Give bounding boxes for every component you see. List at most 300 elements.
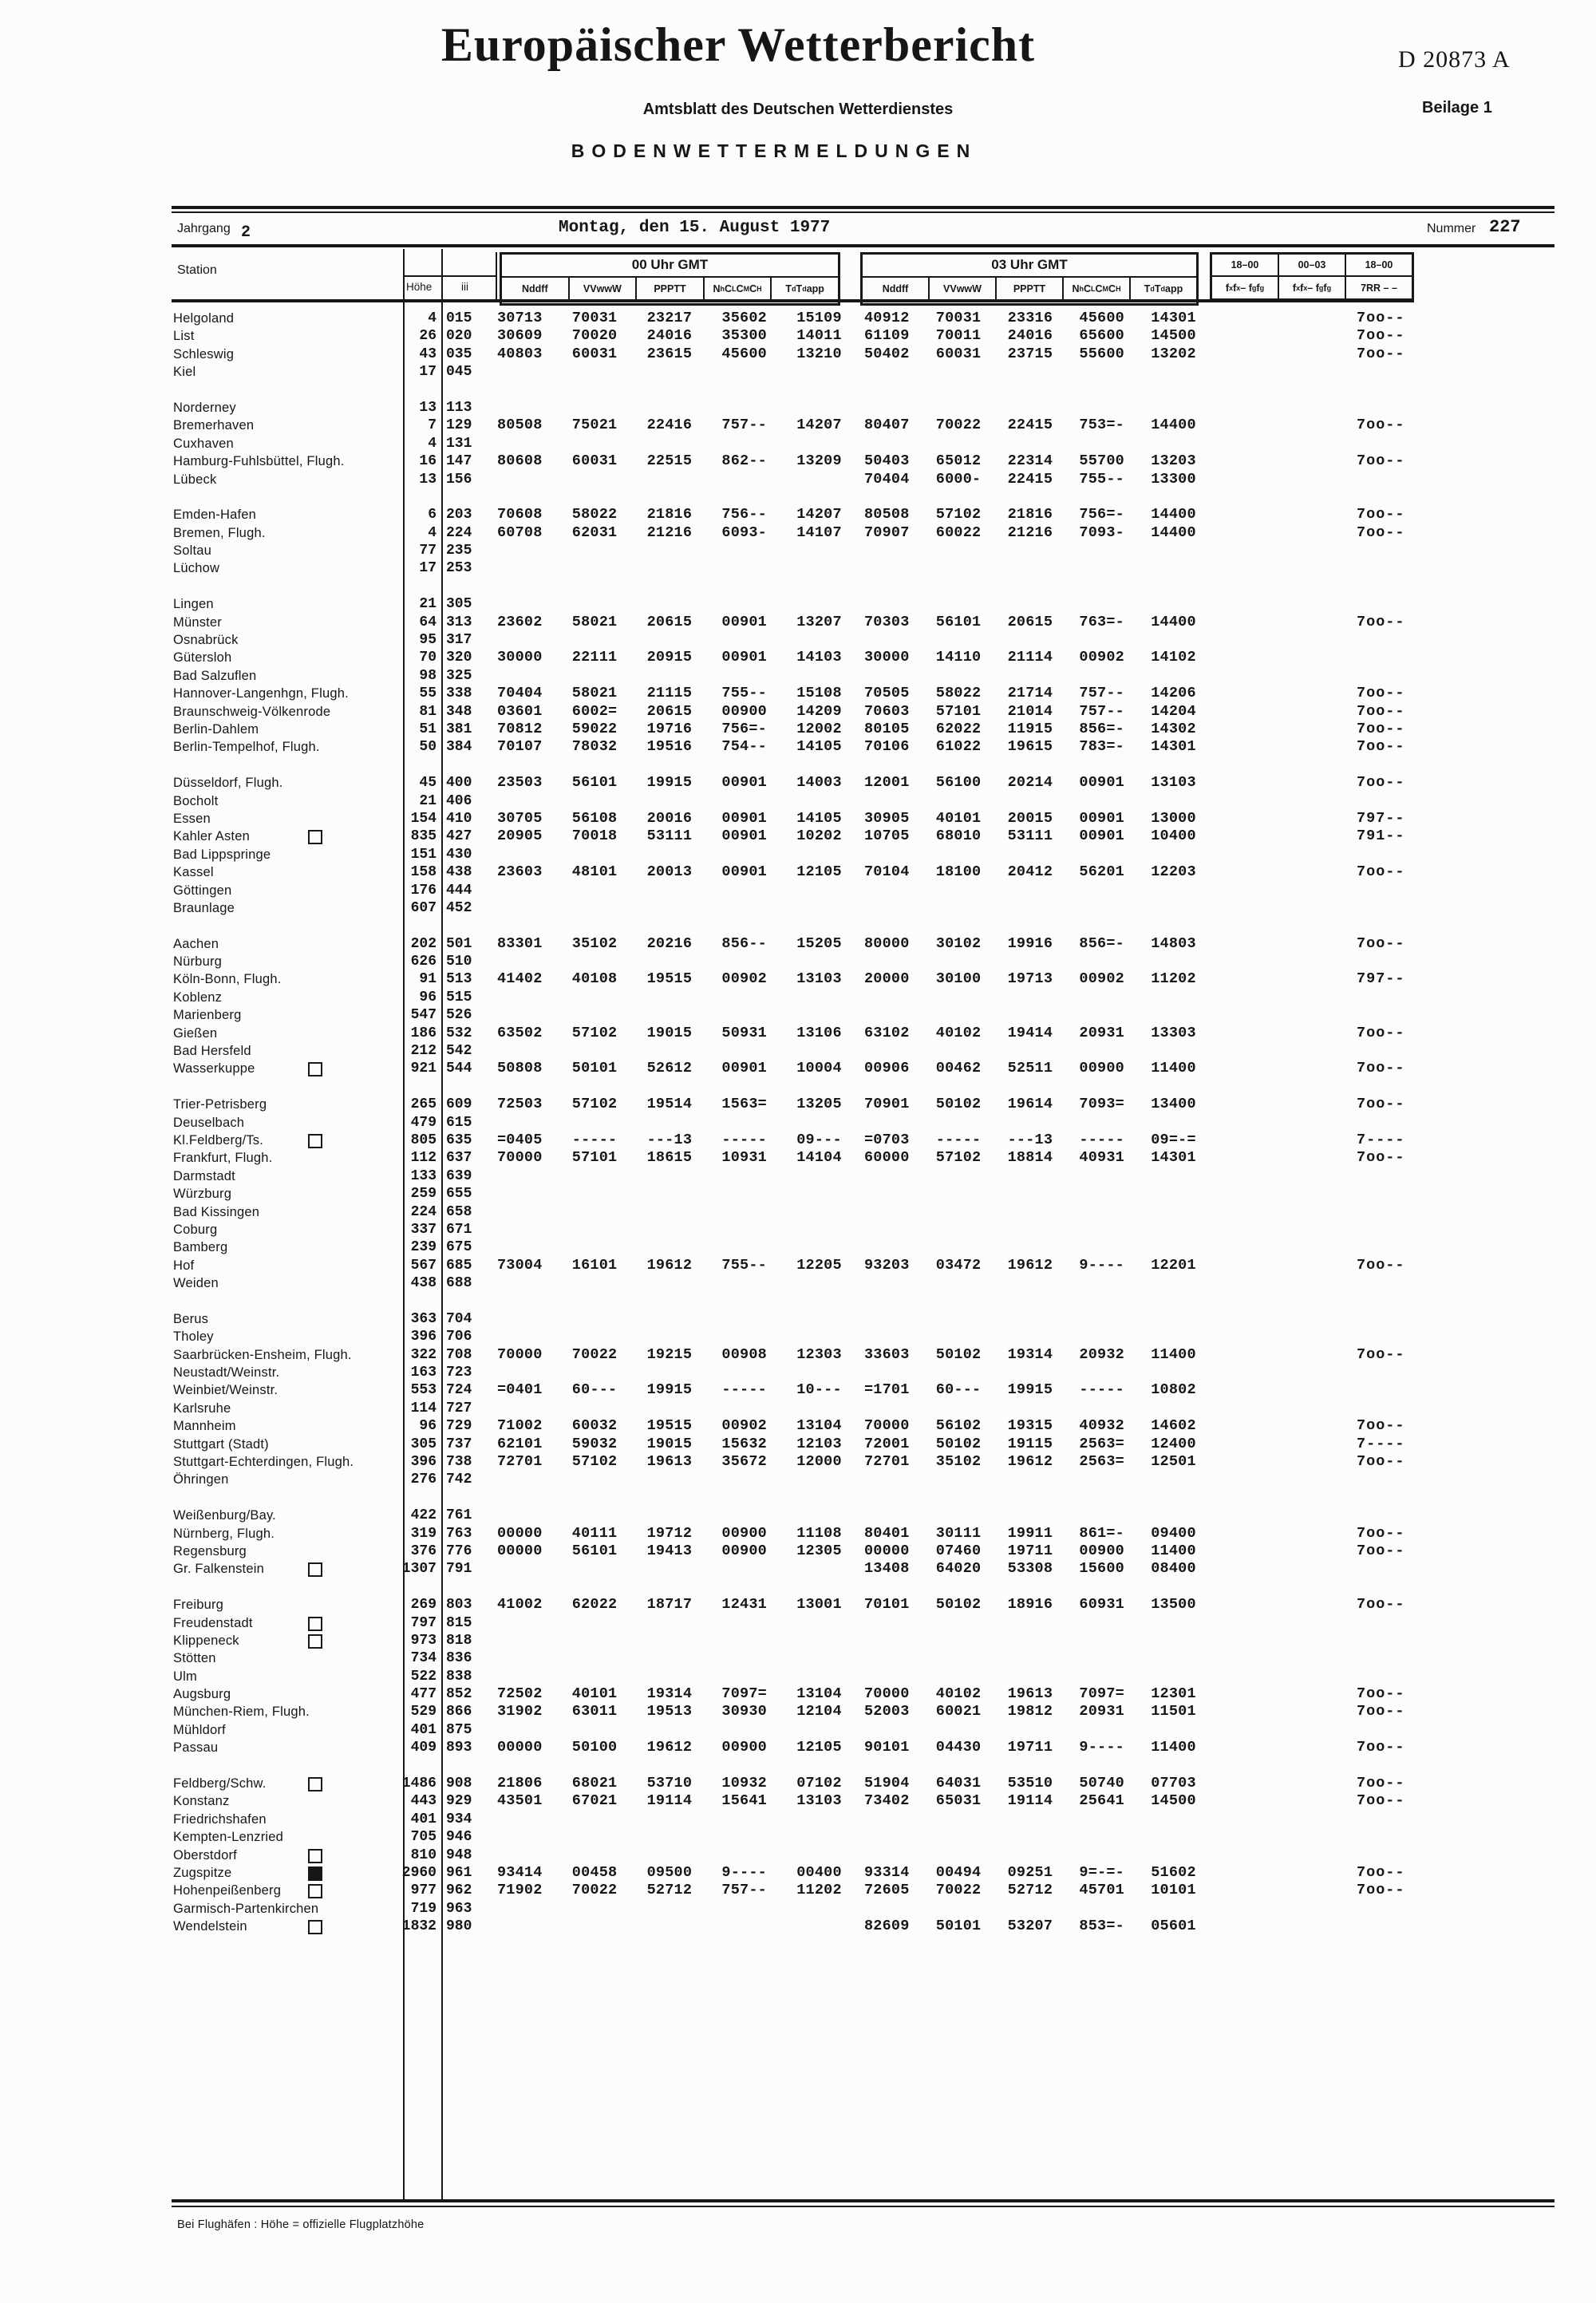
- iii-value: 761: [446, 1507, 472, 1524]
- obs-03gmt-value: 50402 60031 23715 55600 13202: [864, 345, 1196, 362]
- obs-03gmt-value: 00000 07460 19711 00900 11400: [864, 1542, 1196, 1559]
- iii-value: 045: [446, 364, 472, 381]
- hoehe-value: 4: [428, 310, 437, 326]
- iii-value: 131: [446, 435, 472, 452]
- table-row: [172, 1900, 1584, 1918]
- table-row: [172, 721, 1584, 738]
- obs-03gmt-value: 80401 30111 19911 861=- 09400: [864, 1524, 1196, 1542]
- table-rule-bottom-thin: [172, 2206, 1555, 2207]
- subcol-header-3: N h C L C M C H: [703, 278, 771, 300]
- station-name: Mühldorf: [173, 1722, 226, 1737]
- iii-value: 776: [446, 1543, 472, 1559]
- table-row: [172, 738, 1584, 756]
- table-row: [172, 989, 1584, 1006]
- obs-03gmt-value: 30905 40101 20015 00901 13000: [864, 809, 1196, 827]
- iii-value: 708: [446, 1346, 472, 1363]
- hoehe-value: 77: [419, 543, 437, 559]
- station-name: Kiel: [173, 365, 196, 380]
- obs-00gmt-value: 30000 22111 20915 00901 14103: [497, 649, 842, 666]
- station-name: Garmisch-Partenkirchen: [173, 1901, 319, 1916]
- hoehe-value: 21: [419, 596, 437, 613]
- station-name: Friedrichshafen: [173, 1811, 267, 1827]
- table-row: [172, 452, 1584, 470]
- obs-00gmt-value: 80608 60031 22515 862-- 13209: [497, 452, 842, 470]
- table-row: [172, 703, 1584, 721]
- iii-value: 934: [446, 1811, 472, 1827]
- hoehe-value: 401: [410, 1721, 437, 1738]
- issue-label: Nummer: [1427, 222, 1476, 235]
- group-header-03gmt: [860, 252, 1199, 306]
- hoehe-value: 921: [410, 1061, 437, 1077]
- obs-03gmt-value: 70000 56102 19315 40932 14602: [864, 1417, 1196, 1435]
- station-name: Wendelstein: [173, 1919, 247, 1934]
- station-name: Karlsruhe: [173, 1400, 231, 1416]
- hoehe-value: 50: [419, 739, 437, 756]
- outline-square-icon: [308, 1062, 322, 1076]
- station-name: Hohenpeißenberg: [173, 1883, 282, 1898]
- rr-value: 7oo--: [1357, 774, 1405, 792]
- hoehe-value: 202: [410, 935, 437, 952]
- rr-value: 7oo--: [1357, 1792, 1405, 1810]
- station-name: Klippeneck: [173, 1633, 239, 1648]
- iii-value: 723: [446, 1365, 472, 1381]
- obs-03gmt-value: 72605 70022 52712 45701 10101: [864, 1882, 1196, 1899]
- outline-square-icon: [308, 1134, 322, 1148]
- hoehe-value: 529: [410, 1704, 437, 1720]
- station-name: Neustadt/Weinstr.: [173, 1365, 280, 1381]
- iii-value: 929: [446, 1793, 472, 1810]
- obs-03gmt-value: 70404 6000- 22415 755-- 13300: [864, 470, 1196, 488]
- table-row: [172, 846, 1584, 863]
- iii-value: 908: [446, 1776, 472, 1792]
- station-name: Berlin-Dahlem: [173, 721, 259, 737]
- subcol-header-2: PPPTT: [635, 278, 703, 300]
- hoehe-value: 547: [410, 1007, 437, 1024]
- hoehe-value: 158: [410, 864, 437, 881]
- station-name: Bamberg: [173, 1240, 228, 1255]
- hoehe-value: 626: [410, 954, 437, 970]
- iii-value: 224: [446, 524, 472, 541]
- station-name: Nürnberg, Flugh.: [173, 1526, 275, 1541]
- station-name: Kahler Asten: [173, 829, 250, 844]
- hoehe-value: 176: [410, 882, 437, 899]
- obs-03gmt-value: 50403 65012 22314 55700 13203: [864, 452, 1196, 470]
- hoehe-value: 1307: [401, 1561, 437, 1578]
- table-row: [172, 1006, 1584, 1024]
- obs-00gmt-value: 50808 50101 52612 00901 10004: [497, 1060, 842, 1077]
- rr-value: 7oo--: [1357, 452, 1405, 470]
- station-name: Frankfurt, Flugh.: [173, 1151, 273, 1166]
- right-col-2: [1345, 255, 1412, 298]
- station-name: Darmstadt: [173, 1168, 235, 1183]
- station-name: München-Riem, Flugh.: [173, 1705, 310, 1720]
- right-col-0-code: f x f x – f g f g: [1225, 282, 1265, 294]
- obs-00gmt-value: 70107 78032 19516 754-- 14105: [497, 738, 842, 756]
- station-name: Kassel: [173, 865, 214, 880]
- rr-value: 7oo--: [1357, 1024, 1405, 1041]
- hoehe-value: 154: [410, 810, 437, 827]
- iii-value: 430: [446, 846, 472, 863]
- rr-value: 7----: [1357, 1131, 1405, 1148]
- iii-value: 348: [446, 703, 472, 720]
- obs-03gmt-value: 60000 57102 18814 40931 14301: [864, 1149, 1196, 1167]
- rr-value: 7oo--: [1357, 685, 1405, 702]
- iii-value: 325: [446, 667, 472, 684]
- iii-value: 893: [446, 1740, 472, 1756]
- table-row: [172, 631, 1584, 649]
- iii-value: 203: [446, 507, 472, 523]
- obs-03gmt-value: 93314 00494 09251 9=-=- 51602: [864, 1863, 1196, 1881]
- table-row: [172, 1525, 1584, 1543]
- hoehe-value: 265: [410, 1096, 437, 1113]
- rr-value: 7oo--: [1357, 523, 1405, 541]
- table-row: [172, 1436, 1584, 1453]
- station-name: Münster: [173, 614, 223, 630]
- iii-value: 946: [446, 1829, 472, 1846]
- hoehe-value: 396: [410, 1454, 437, 1470]
- rr-value: 7oo--: [1357, 613, 1405, 630]
- obs-00gmt-value: 23503 56101 19915 00901 14003: [497, 774, 842, 792]
- iii-value: 147: [446, 453, 472, 470]
- rr-value: 7oo--: [1357, 863, 1405, 881]
- obs-03gmt-value: 73402 65031 19114 25641 14500: [864, 1792, 1196, 1810]
- hoehe-value: 269: [410, 1597, 437, 1614]
- station-name: Köln-Bonn, Flugh.: [173, 972, 282, 987]
- table-row: [172, 1918, 1584, 1935]
- station-name: Lübeck: [173, 472, 217, 487]
- iii-value: 742: [446, 1471, 472, 1488]
- rr-value: 797--: [1357, 809, 1405, 827]
- subcol-header-0: Nddff: [521, 283, 548, 294]
- rr-value: 7oo--: [1357, 310, 1405, 326]
- hoehe-value: 259: [410, 1186, 437, 1203]
- hoehe-value: 977: [410, 1882, 437, 1899]
- iii-value: 637: [446, 1150, 472, 1167]
- station-name: Stuttgart-Echterdingen, Flugh.: [173, 1455, 354, 1469]
- iii-value: 438: [446, 864, 472, 881]
- hoehe-value: 26: [419, 328, 437, 345]
- rr-value: 797--: [1357, 970, 1405, 988]
- iii-value: 317: [446, 632, 472, 649]
- subcol-header-1: VVwwW: [928, 278, 995, 300]
- obs-03gmt-value: 70000 40102 19613 7097= 12301: [864, 1685, 1196, 1703]
- iii-value: 963: [446, 1900, 472, 1917]
- hoehe-value: 396: [410, 1329, 437, 1345]
- table-row: [172, 1668, 1584, 1685]
- hoehe-value: 376: [410, 1543, 437, 1559]
- obs-03gmt-value: 80105 62022 11915 856=- 14302: [864, 720, 1196, 737]
- table-row: [172, 1471, 1584, 1488]
- table-row: [172, 1882, 1584, 1899]
- table-row: [172, 1364, 1584, 1381]
- table-row: [172, 1792, 1584, 1810]
- hoehe-value: 305: [410, 1436, 437, 1452]
- station-name: Marienberg: [173, 1008, 242, 1023]
- hoehe-value: 98: [419, 667, 437, 684]
- outline-square-icon: [308, 1617, 322, 1631]
- obs-03gmt-value: 82609 50101 53207 853=- 05601: [864, 1918, 1196, 1935]
- group-spacer: [172, 381, 1584, 399]
- header-rule-bottom: [172, 299, 1414, 302]
- iii-value: 738: [446, 1454, 472, 1470]
- page-title: Europäischer Wetterbericht: [440, 18, 1036, 71]
- obs-00gmt-value: 70404 58021 21115 755-- 15108: [497, 685, 842, 702]
- station-name: Oberstdorf: [173, 1847, 237, 1863]
- rr-value: 7oo--: [1357, 327, 1405, 345]
- obs-03gmt-value: 80508 57102 21816 756=- 14400: [864, 506, 1196, 523]
- station-name: List: [173, 329, 195, 344]
- station-name: Bremerhaven: [173, 418, 255, 433]
- table-row: [172, 471, 1584, 488]
- hoehe-value: 81: [419, 703, 437, 720]
- table-row: [172, 417, 1584, 434]
- obs-00gmt-value: =0405 ----- ---13 ----- 09---: [497, 1131, 842, 1148]
- station-name: Freudenstadt: [173, 1615, 253, 1630]
- iii-value: 410: [446, 810, 472, 827]
- band-rule-top: [172, 206, 1555, 209]
- station-name: Kempten-Lenzried: [173, 1830, 284, 1845]
- obs-03gmt-value: 70104 18100 20412 56201 12203: [864, 863, 1196, 881]
- station-name: Bad Hersfeld: [173, 1044, 251, 1059]
- hoehe-column-header: Höhe: [406, 281, 433, 293]
- iii-value: 313: [446, 614, 472, 630]
- station-name: Braunschweig-Völkenrode: [173, 704, 331, 719]
- rr-value: 7oo--: [1357, 702, 1405, 720]
- obs-03gmt-value: 00906 00462 52511 00900 11400: [864, 1060, 1196, 1077]
- table-row: [172, 542, 1584, 559]
- station-name: Bad Lippspringe: [173, 847, 271, 862]
- hoehe-value: 479: [410, 1114, 437, 1131]
- iii-value: 803: [446, 1597, 472, 1614]
- table-row: [172, 1649, 1584, 1667]
- right-col-2-period: 18–00: [1346, 255, 1412, 277]
- iii-value: 384: [446, 739, 472, 756]
- obs-00gmt-value: 72701 57102 19613 35672 12000: [497, 1453, 842, 1470]
- rr-value: 7oo--: [1357, 738, 1405, 756]
- station-name: Trier-Petrisberg: [173, 1097, 267, 1112]
- rr-value: 7oo--: [1357, 1882, 1405, 1899]
- station-name: Essen: [173, 811, 211, 826]
- table-row: [172, 506, 1584, 523]
- iii-value: 532: [446, 1025, 472, 1041]
- hoehe-value: 2960: [401, 1864, 437, 1881]
- obs-00gmt-value: 31902 63011 19513 30930 12104: [497, 1703, 842, 1720]
- iii-value: 980: [446, 1918, 472, 1935]
- hoehe-value: 1832: [401, 1918, 437, 1935]
- station-name: Gütersloh: [173, 650, 232, 666]
- table-row: [172, 1864, 1584, 1882]
- station-name: Helgoland: [173, 311, 235, 326]
- iii-value: 020: [446, 328, 472, 345]
- hoehe-value: 163: [410, 1365, 437, 1381]
- table-row: [172, 882, 1584, 899]
- right-col-1-code: f x f x – f g f g: [1292, 282, 1332, 294]
- station-name: Coburg: [173, 1222, 218, 1237]
- iii-value: 875: [446, 1721, 472, 1738]
- obs-00gmt-value: 41002 62022 18717 12431 13001: [497, 1596, 842, 1614]
- iii-value: 727: [446, 1400, 472, 1416]
- rr-value: 7----: [1357, 1435, 1405, 1452]
- rr-value: 7oo--: [1357, 1685, 1405, 1703]
- obs-00gmt-value: 93414 00458 09500 9---- 00400: [497, 1863, 842, 1881]
- obs-03gmt-value: 70603 57101 21014 757-- 14204: [864, 702, 1196, 720]
- station-name: Regensburg: [173, 1543, 247, 1558]
- table-row: [172, 1149, 1584, 1167]
- table-row: [172, 1238, 1584, 1256]
- table-row: [172, 1417, 1584, 1435]
- hoehe-value: 337: [410, 1221, 437, 1238]
- hoehe-value: 95: [419, 632, 437, 649]
- iii-value: 253: [446, 560, 472, 577]
- obs-00gmt-value: 21806 68021 53710 10932 07102: [497, 1775, 842, 1792]
- iii-value: 866: [446, 1704, 472, 1720]
- hoehe-value: 224: [410, 1203, 437, 1220]
- rr-value: 7oo--: [1357, 1775, 1405, 1792]
- rr-value: 7oo--: [1357, 1149, 1405, 1167]
- right-col-1-period: 00–03: [1279, 255, 1345, 277]
- table-row: [172, 1847, 1584, 1864]
- obs-03gmt-value: 80407 70022 22415 753=- 14400: [864, 417, 1196, 434]
- station-name: Weiden: [173, 1276, 219, 1291]
- obs-00gmt-value: 60708 62031 21216 6093- 14107: [497, 523, 842, 541]
- obs-00gmt-value: 71002 60032 19515 00902 13104: [497, 1417, 842, 1435]
- obs-00gmt-value: 30609 70020 24016 35300 14011: [497, 327, 842, 345]
- group-spacer: [172, 488, 1584, 506]
- table-row: [172, 1060, 1584, 1077]
- hoehe-value: 401: [410, 1811, 437, 1827]
- station-name: Berus: [173, 1311, 209, 1326]
- hoehe-value: 438: [410, 1275, 437, 1292]
- doc-code: D 20873 A: [1398, 46, 1511, 73]
- subcol-header-2: PPPTT: [995, 278, 1062, 300]
- hoehe-value: 64: [419, 614, 437, 630]
- issue-number: 227: [1489, 217, 1521, 237]
- subcol-header-0: Nddff: [882, 283, 909, 294]
- station-name: Konstanz: [173, 1794, 230, 1809]
- iii-value: 836: [446, 1650, 472, 1667]
- group-spacer: [172, 1078, 1584, 1096]
- right-col-2-code: 7RR – –: [1361, 282, 1397, 294]
- rr-value: 7oo--: [1357, 1345, 1405, 1363]
- table-row: [172, 1560, 1584, 1578]
- station-name: Bad Salzuflen: [173, 668, 257, 683]
- rr-value: 7oo--: [1357, 1596, 1405, 1614]
- obs-03gmt-value: 40912 70031 23316 45600 14301: [864, 310, 1196, 326]
- hoehe-value: 835: [410, 828, 437, 845]
- station-name: Hannover-Langenhgn, Flugh.: [173, 686, 349, 701]
- station-name: Bocholt: [173, 793, 219, 808]
- table-row: [172, 1042, 1584, 1060]
- station-name: Schleswig: [173, 346, 235, 361]
- group-00gmt-subcolumns: [502, 278, 838, 300]
- station-name: Bad Kissingen: [173, 1204, 260, 1219]
- obs-03gmt-value: 70901 50102 19614 7093= 13400: [864, 1096, 1196, 1113]
- rr-value: 7oo--: [1357, 345, 1405, 362]
- table-row: [172, 1167, 1584, 1185]
- iii-value: 035: [446, 346, 472, 362]
- right-col-0-period: 18–00: [1212, 255, 1278, 277]
- obs-03gmt-value: 70907 60022 21216 7093- 14400: [864, 523, 1196, 541]
- station-name: Stötten: [173, 1651, 216, 1666]
- station-name: Koblenz: [173, 990, 223, 1005]
- iii-value: 948: [446, 1847, 472, 1863]
- hoehe-value: 607: [410, 899, 437, 916]
- hoehe-value: 17: [419, 364, 437, 381]
- table-row: [172, 1274, 1584, 1292]
- table-row: [172, 1775, 1584, 1792]
- table-row: [172, 595, 1584, 613]
- obs-00gmt-value: 23602 58021 20615 00901 13207: [497, 613, 842, 630]
- iii-value: 852: [446, 1686, 472, 1703]
- iii-value: 818: [446, 1632, 472, 1649]
- obs-00gmt-value: 43501 67021 19114 15641 13103: [497, 1792, 842, 1810]
- outline-square-icon: [308, 830, 322, 844]
- group-spacer: [172, 1757, 1584, 1775]
- station-name: Kl.Feldberg/Ts.: [173, 1132, 264, 1148]
- iii-value: 235: [446, 543, 472, 559]
- table-row: [172, 970, 1584, 988]
- station-name: Ulm: [173, 1669, 197, 1684]
- obs-00gmt-value: 30705 56108 20016 00901 14105: [497, 809, 842, 827]
- group-spacer: [172, 917, 1584, 934]
- table-row: [172, 935, 1584, 953]
- right-col-1: [1278, 255, 1345, 298]
- table-row: [172, 1739, 1584, 1756]
- iii-value: 542: [446, 1043, 472, 1060]
- subcol-header-4: T d T d app: [1129, 278, 1196, 300]
- iii-value: 544: [446, 1061, 472, 1077]
- hoehe-value: 43: [419, 346, 437, 362]
- hoehe-value: 45: [419, 775, 437, 792]
- station-name: Lüchow: [173, 561, 220, 576]
- hoehe-value: 13: [419, 471, 437, 488]
- hoehe-value: 567: [410, 1257, 437, 1274]
- iii-value: 338: [446, 685, 472, 702]
- obs-00gmt-value: =0401 60--- 19915 ----- 10---: [497, 1381, 842, 1399]
- obs-03gmt-value: 80000 30102 19916 856=- 14803: [864, 934, 1196, 952]
- obs-00gmt-value: 40803 60031 23615 45600 13210: [497, 345, 842, 362]
- group-spacer: [172, 1489, 1584, 1507]
- hoehe-value: 276: [410, 1471, 437, 1488]
- rr-value: 7oo--: [1357, 506, 1405, 523]
- outline-square-icon: [308, 1634, 322, 1649]
- hoehe-value: 70: [419, 650, 437, 666]
- obs-03gmt-value: 10705 68010 53111 00901 10400: [864, 828, 1196, 845]
- hoehe-value: 553: [410, 1382, 437, 1399]
- filled-square-icon: [308, 1866, 322, 1881]
- station-name: Saarbrücken-Ensheim, Flugh.: [173, 1347, 352, 1362]
- outline-square-icon: [308, 1777, 322, 1791]
- iii-value: 737: [446, 1436, 472, 1452]
- station-name: Gr. Falkenstein: [173, 1562, 264, 1577]
- station-name: Mannheim: [173, 1419, 236, 1434]
- obs-03gmt-value: 63102 40102 19414 20931 13303: [864, 1024, 1196, 1041]
- obs-03gmt-value: 70303 56101 20615 763=- 14400: [864, 613, 1196, 630]
- hoehe-value: 719: [410, 1900, 437, 1917]
- outline-square-icon: [308, 1849, 322, 1863]
- hoehe-value: 16: [419, 453, 437, 470]
- iii-value: 763: [446, 1525, 472, 1542]
- outline-square-icon: [308, 1884, 322, 1898]
- obs-03gmt-value: 90101 04430 19711 9---- 11400: [864, 1739, 1196, 1756]
- hoehe-value: 17: [419, 560, 437, 577]
- iii-value: 729: [446, 1418, 472, 1435]
- table-row: [172, 1453, 1584, 1471]
- iii-value: 615: [446, 1114, 472, 1131]
- group-03gmt-subcolumns: [863, 278, 1196, 300]
- obs-00gmt-value: 80508 75021 22416 757-- 14207: [497, 417, 842, 434]
- hoehe-value: 522: [410, 1668, 437, 1685]
